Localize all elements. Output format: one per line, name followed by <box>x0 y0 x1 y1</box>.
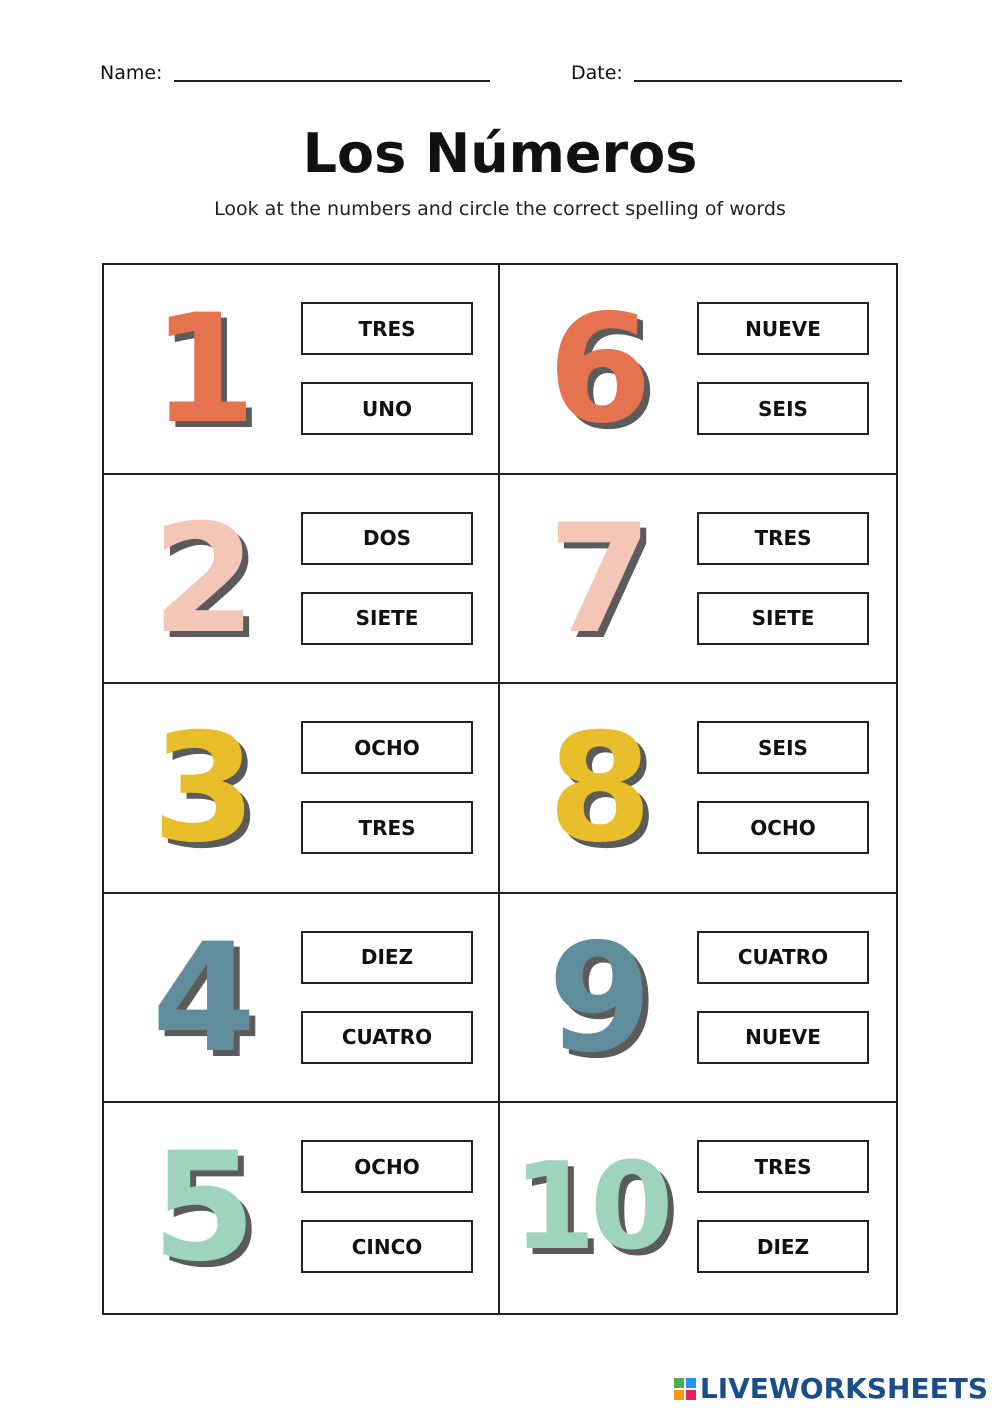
option-button[interactable]: SIETE <box>697 592 869 645</box>
option-button[interactable]: SEIS <box>697 382 869 435</box>
big-number: 4 <box>151 911 257 1086</box>
logo-square <box>674 1390 684 1400</box>
option-button[interactable]: OCHO <box>301 1140 473 1193</box>
number-cell-8 <box>500 684 896 894</box>
option-button[interactable]: NUEVE <box>697 302 869 355</box>
option-button[interactable]: DOS <box>301 512 473 565</box>
option-button[interactable]: NUEVE <box>697 1011 869 1064</box>
number-cell-6 <box>500 265 896 475</box>
option-button[interactable]: OCHO <box>301 721 473 774</box>
big-number: 7 <box>547 492 653 667</box>
option-button[interactable]: CUATRO <box>697 931 869 984</box>
number-cell-3 <box>104 684 500 894</box>
big-number: 5 <box>151 1121 257 1296</box>
logo-square <box>686 1390 696 1400</box>
option-button[interactable]: SEIS <box>697 721 869 774</box>
option-button[interactable]: CUATRO <box>301 1011 473 1064</box>
number-cell-7 <box>500 475 896 685</box>
option-button[interactable]: CINCO <box>301 1220 473 1273</box>
option-button[interactable]: SIETE <box>301 592 473 645</box>
option-button[interactable]: OCHO <box>697 801 869 854</box>
option-button[interactable]: TRES <box>697 512 869 565</box>
number-cell-10 <box>500 1103 896 1313</box>
number-grid <box>102 263 898 1315</box>
number-cell-2 <box>104 475 500 685</box>
big-number: 8 <box>547 702 653 877</box>
date-field[interactable] <box>634 80 902 82</box>
option-button[interactable]: UNO <box>301 382 473 435</box>
option-button[interactable]: DIEZ <box>301 931 473 984</box>
instructions: Look at the numbers and circle the correct spelling of words <box>214 198 786 220</box>
liveworksheets-logo <box>674 1372 988 1405</box>
number-cell-1 <box>104 265 500 475</box>
number-cell-4 <box>104 894 500 1104</box>
logo-square <box>674 1378 684 1388</box>
option-button[interactable]: TRES <box>301 801 473 854</box>
brand-name: LIVEWORKSHEETS <box>699 1372 988 1405</box>
big-number: 1 <box>151 283 257 457</box>
number-cell-5 <box>104 1103 500 1313</box>
big-number: 9 <box>547 911 653 1086</box>
page-title: Los Números <box>302 122 698 185</box>
option-button[interactable]: DIEZ <box>697 1220 869 1273</box>
liveworksheets-logo-icon <box>674 1378 696 1400</box>
name-field[interactable] <box>174 80 490 82</box>
name-label: Name: <box>100 62 163 84</box>
big-number: 10 <box>512 1138 668 1278</box>
big-number: 3 <box>151 702 257 877</box>
option-button[interactable]: TRES <box>301 302 473 355</box>
option-button[interactable]: TRES <box>697 1140 869 1193</box>
number-cell-9 <box>500 894 896 1104</box>
big-number: 6 <box>547 283 653 457</box>
date-label: Date: <box>571 62 623 84</box>
logo-square <box>686 1378 696 1388</box>
big-number: 2 <box>151 492 257 667</box>
